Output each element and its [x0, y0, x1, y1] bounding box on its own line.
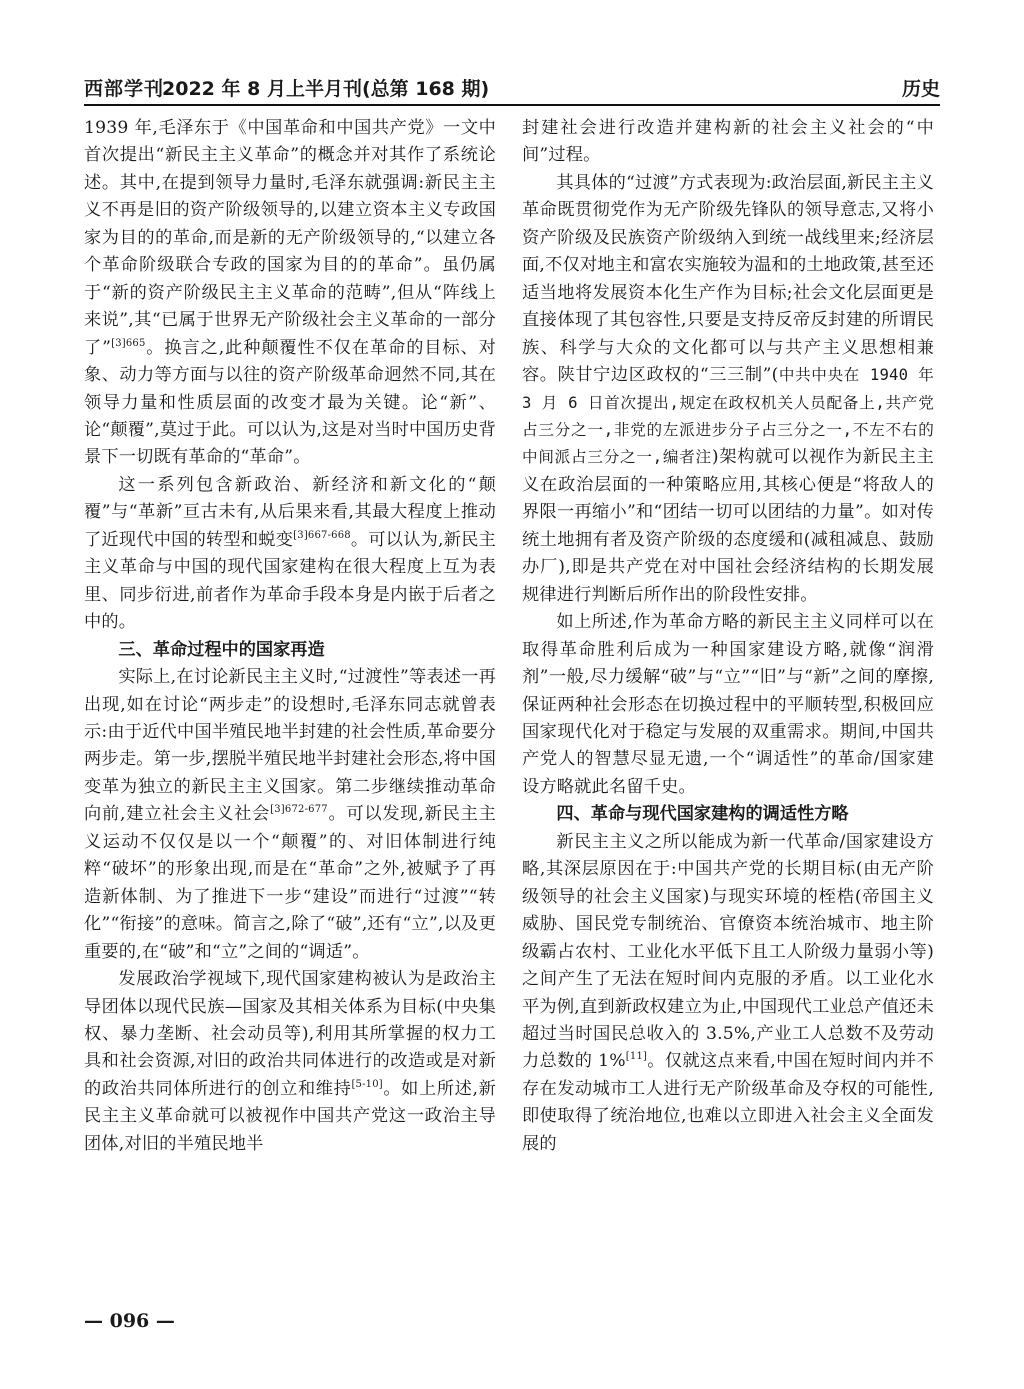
paragraph-text: 。如上所述,新民主主义革命就可以被视作中国共产党这一政治主导团体,对旧的半殖民地半: [84, 1078, 496, 1154]
paragraph-text: 其具体的“过渡”方式表现为:政治层面,新民主主义革命既贯彻党作为无产阶级先锋队的领导意志,又将小资产阶级及民族资产阶级纳入到统一战线里来;经济层面,不仅对地主和富农实施较为温和的土地政策,甚至还适当地将发展资本化生产作为目标;社会文化层面更是直接体现了其包容性,只要是支持反帝反封建的所谓民族、科学与大众的文化都可以与共产主义思想相兼容。陕甘宁边区政权的“三三制”(: [522, 172, 934, 386]
citation: [3]665: [111, 337, 146, 349]
paragraph-text: )架构就可以视作为新民主主义在政治层面的一种策略应用,其核心便是“将敌人的界限一再缩小”和“团结一切可以团结的力量”。如对传统土地拥有者及资产阶级的态度缓和(减租减息、鼓励办厂),即是共产党在对中国社会经济结构的长期发展规律进行判断后所作出的阶段性安排。: [522, 447, 934, 605]
paragraph-text: 新民主主义之所以能成为新一代革命/国家建设方略,其深层原因在于:中国共产党的长期目标(由无产阶级领导的社会主义国家)与现实环境的桎梏(帝国主义威胁、国民党专制统治、官僚资本统治城市、地主阶级霸占农村、工业化水平低下且工人阶级力量弱小等)之间产生了无法在短时间内克服的矛盾。以工业化水平为例,直到新政权建立为止,中国现代工业总产值还未超过当时国民总收入的 3.5%,产业工人总数不及劳动力总数的 1%: [522, 831, 934, 1072]
paragraph-text: 实际上,在讨论新民主主义时,“过渡性”等表述一再出现,如在讨论“两步走”的设想时,毛泽东同志就曾表示:由于近代中国半殖民地半封建的社会性质,革命要分两步走。第一步,摆脱半殖民地半封建社会形态,将中国变革为独立的新民主主义国家。第二步继续推动革命向前,建立社会主义社会: [84, 667, 496, 825]
citation: [5-10]: [351, 1078, 383, 1090]
page-number: — 096 —: [84, 1310, 175, 1332]
paragraph: 如上所述,作为革命方略的新民主主义同样可以在取得革命胜利后成为一种国家建设方略,就像“润滑剂”一般,尽力缓解“破”与“立”“旧”与“新”之间的摩擦,保证两种社会形态在切换过程中的平顺转型,积极回应国家现代化对于稳定与发展的双重需求。期间,中国共产党人的智慧尽显无遗,一个“调适性”的革命/国家建设方略就此名留千史。: [522, 612, 934, 797]
page-header: [84, 70, 940, 104]
section-label: 历史: [901, 78, 940, 100]
paragraph-text: 。可以发现,新民主主义运动不仅仅是以一个“颠覆”的、对旧体制进行纯粹“破坏”的形象出现,而是在“革命”之外,被赋予了再造新体制、为了推进下一步“建设”而进行“过渡”“转化”“衔接”的意味。简言之,除了“破”,还有“立”,以及更重要的,在“破”和“立”之间的“调适”。: [84, 804, 497, 962]
paragraph-text: 。换言之,此种颠覆性不仅在革命的目标、对象、动力等方面与以往的资产阶级革命迥然不同,其在领导力量和性质层面的改变才最为关键。论“新”、论“颠覆”,莫过于此。可以认为,这是对当时中国历史背景下一切既有革命的“革命”。: [84, 337, 497, 468]
paragraph-text: 。仅就这点来看,中国在短时间内并不存在发动城市工人进行无产阶级革命及夺权的可能性,即使取得了统治地位,也难以立即进入社会主义全面发展的: [522, 1051, 934, 1154]
paragraph: [522, 170, 934, 609]
paragraph-text: 这一系列包含新政治、新经济和新文化的“颠覆”与“革新”亘古未有,从后果来看,其最大程度上推动了近现代中国的转型和蜕变: [84, 474, 496, 550]
paragraph: [522, 829, 934, 1158]
citation: [3]667-668: [293, 529, 351, 541]
section-heading: 三、革命过程中的国家再造: [118, 639, 325, 660]
left-column: [84, 115, 496, 1158]
paragraph: [84, 664, 496, 966]
issue-info: 2022 年 8 月上半月刊(总第 168 期): [162, 78, 490, 100]
header-rule: [84, 104, 940, 106]
paragraph-text: 。可以认为,新民主主义革命与中国的现代国家建构在很大程度上互为表里、同步衍进,前者作为革命手段本身是内嵌于后者之中的。: [84, 529, 497, 633]
paragraph: [84, 472, 496, 637]
paragraph-text: 发展政治学视域下,现代国家建构被认为是政治主导团体以现代民族—国家及其相关体系为目标(中央集权、暴力垄断、社会动员等),利用其所掌握的权力工具和社会资源,对旧的政治共同体进行的改造或是对新的政治共同体所进行的创立和维持: [84, 969, 496, 1099]
editor-note: 中共中央在 1940 年 3 月 6 日首次提出,规定在政权机关人员配备上,共产党占三分之一,非党的左派进步分子占三分之一,不左不右的中间派占三分之一,编者注: [522, 366, 935, 467]
paragraph: [84, 966, 496, 1158]
section-heading: 四、革命与现代国家建构的调适性方略: [556, 804, 849, 825]
paragraph: 封建社会进行改造并建构新的社会主义社会的“中间”过程。: [522, 118, 934, 166]
paragraph: [84, 115, 496, 472]
journal-name: 西部学刊: [84, 78, 165, 100]
citation: [11]: [625, 1051, 648, 1063]
paragraph-text: 1939 年,毛泽东于《中国革命和中国共产党》一文中首次提出“新民主主义革命”的概念并对其作了系统论述。其中,在提到领导力量时,毛泽东就强调:新民主主义不再是旧的资产阶级领导的,以建立资本主义专政国家为目的的革命,而是新的无产阶级领导的,“以建立各个革命阶级联合专政的国家为目的的革命”。虽仍属于“新的资产阶级民主主义革命的范畴”,但从“阵线上来说”,其“已属于世界无产阶级社会主义革命的一部分了”: [84, 118, 496, 358]
right-column: [522, 115, 934, 1158]
citation: [3]672-677: [270, 804, 328, 816]
